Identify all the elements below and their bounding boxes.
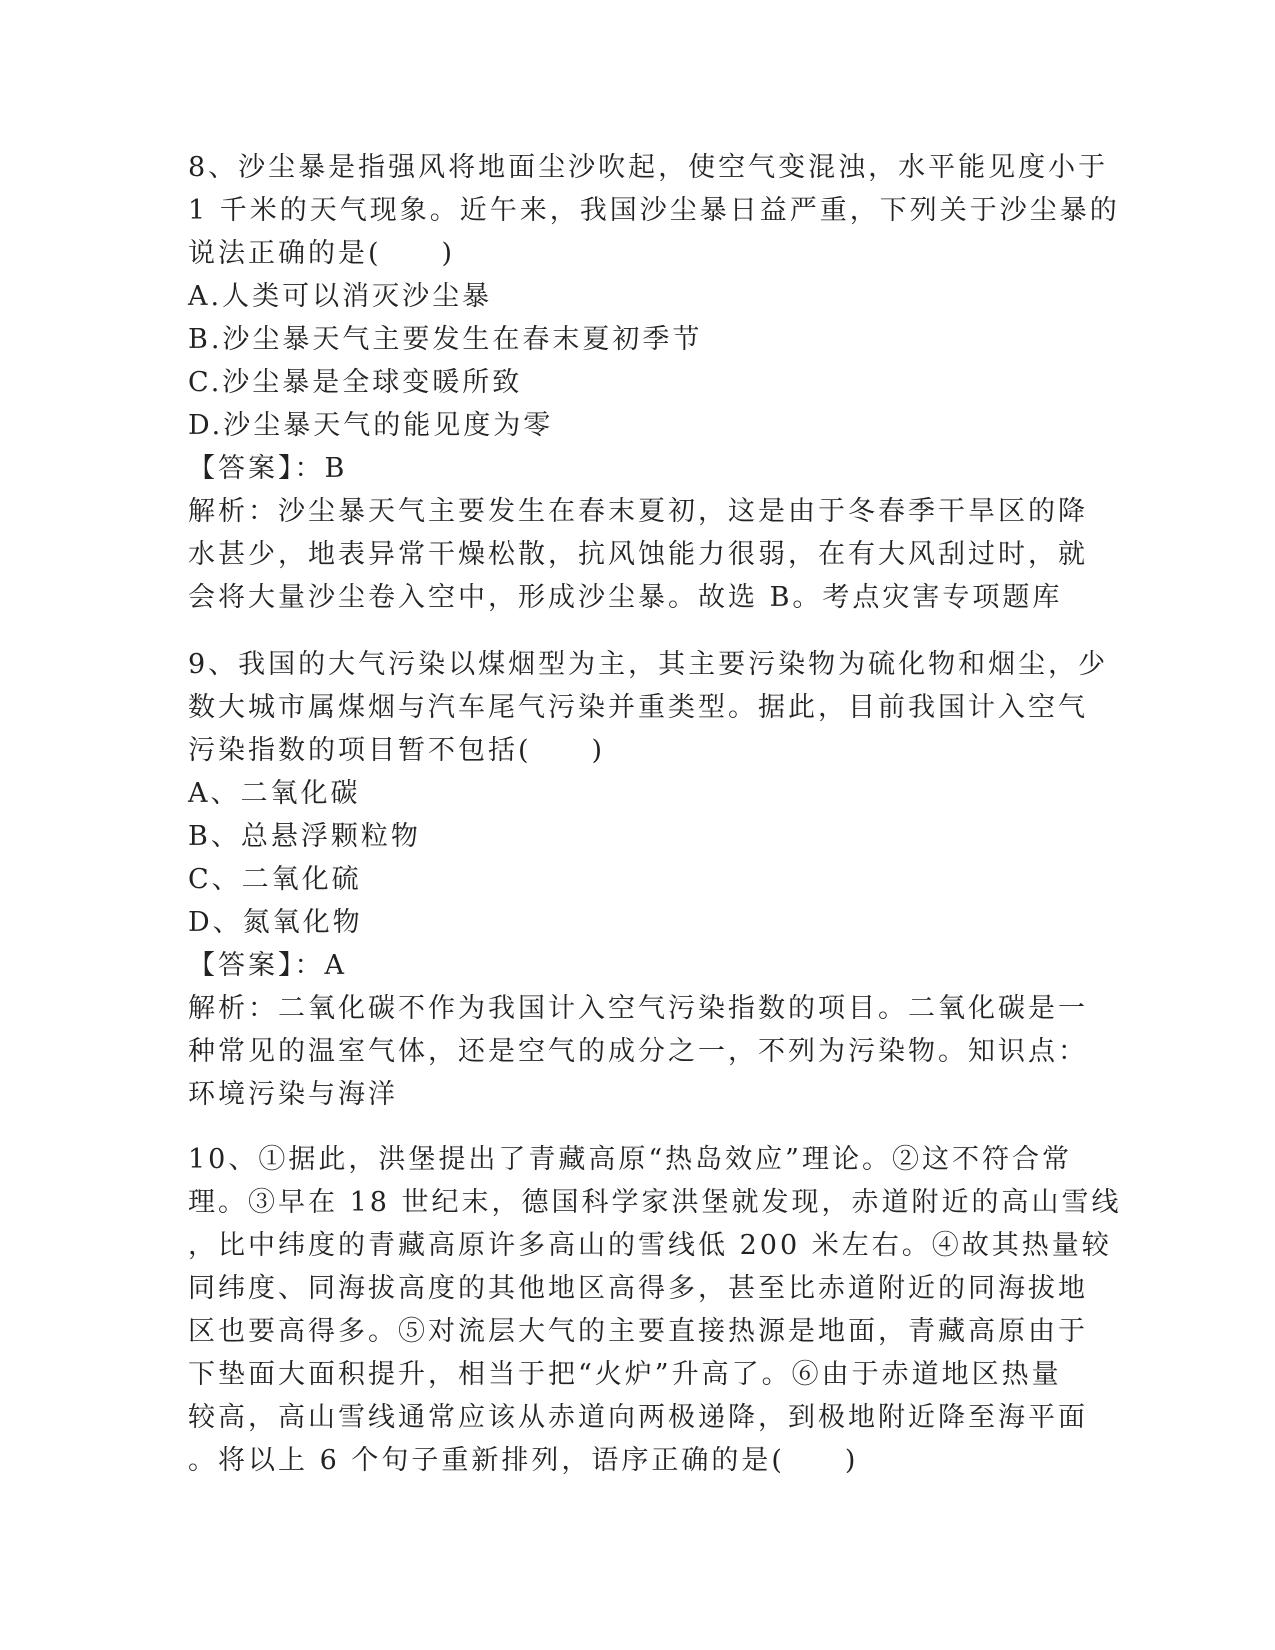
question-stem-line: 污染指数的项目暂不包括( ) [188,735,606,766]
explanation-line: 水甚少，地表异常干燥松散，抗风蚀能力很弱，在有大风刮过时，就 [188,539,1088,570]
option-c: C、二氧化硫 [188,864,362,895]
question-stem-line: 8、沙尘暴是指强风将地面尘沙吹起，使空气变混浊，水平能见度小于 [188,152,1109,183]
question-stem-line: 较高，高山雪线通常应该从赤道向两极递降，到极地附近降至海平面 [188,1402,1088,1433]
answer-line: 【答案】：A [188,950,347,981]
question-10 [188,1138,1122,1482]
question-stem-line: 1 千米的天气现象。近午来，我国沙尘暴日益严重，下列关于沙尘暴的 [188,195,1120,226]
question-stem-line: 说法正确的是( ) [188,238,456,269]
explanation-line: 会将大量沙尘卷入空中，形成沙尘暴。故选 B。考点灾害专项题库 [188,582,1063,613]
question-8 [188,146,1120,619]
question-stem-line: 同纬度、同海拔高度的其他地区高得多，甚至比赤道附近的同海拔地 [188,1273,1088,1304]
question-stem-line: ，比中纬度的青藏高原许多高山的雪线低 200 米左右。④故其热量较 [188,1230,1112,1261]
option-a: A、二氧化碳 [188,778,361,809]
option-b: B、总悬浮颗粒物 [188,821,421,852]
question-stem-line: 数大城市属煤烟与汽车尾气污染并重类型。据此，目前我国计入空气 [188,692,1088,723]
question-stem-line: 。将以上 6 个句子重新排列，语序正确的是( ) [188,1445,859,1476]
answer-line: 【答案】：B [188,453,348,484]
explanation-line: 环境污染与海洋 [188,1079,398,1110]
explanation-line: 种常见的温室气体，还是空气的成分之一，不列为污染物。知识点： [188,1036,1088,1067]
explanation-line: 解析：二氧化碳不作为我国计入空气污染指数的项目。二氧化碳是一 [188,993,1088,1024]
option-b: B.沙尘暴天气主要发生在春末夏初季节 [188,324,703,355]
option-a: A.人类可以消灭沙尘暴 [188,281,493,312]
question-stem-line: 下垫面大面积提升，相当于把“火炉”升高了。⑥由于赤道地区热量 [188,1359,1062,1390]
question-stem-line: 区也要高得多。⑤对流层大气的主要直接热源是地面，青藏高原由于 [188,1316,1088,1347]
option-d: D、氮氧化物 [188,907,363,938]
explanation-line: 解析：沙尘暴天气主要发生在春末夏初，这是由于冬春季干旱区的降 [188,496,1088,527]
option-d: D.沙尘暴天气的能见度为零 [188,410,554,441]
question-stem-line: 理。③早在 18 世纪末，德国科学家洪堡就发现，赤道附近的高山雪线 [188,1187,1122,1218]
question-stem-line: 10、①据此，洪堡提出了青藏高原“热岛效应”理论。②这不符合常 [188,1144,1072,1175]
question-9 [188,643,1109,1116]
option-c: C.沙尘暴是全球变暖所致 [188,367,523,398]
question-stem-line: 9、我国的大气污染以煤烟型为主，其主要污染物为硫化物和烟尘，少 [188,649,1109,680]
